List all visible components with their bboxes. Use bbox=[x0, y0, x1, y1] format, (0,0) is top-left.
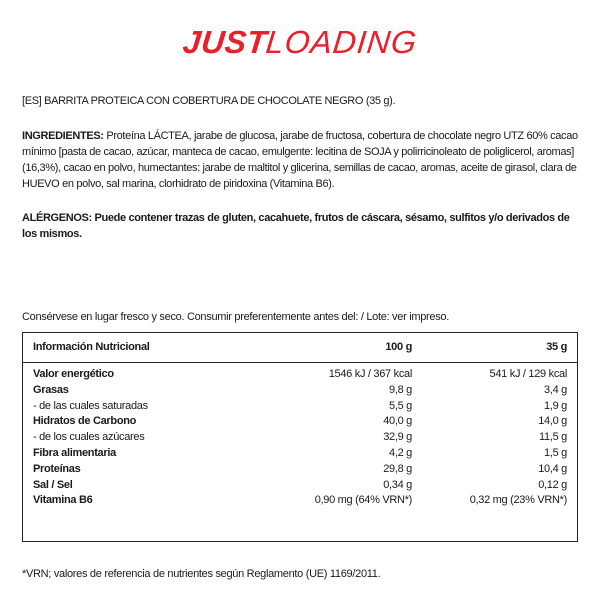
table-row bbox=[23, 494, 577, 510]
ingredients-label: INGREDIENTES: bbox=[22, 130, 104, 142]
ingredients-text-4: en polvo, sal marina, clorhidrato de piridoxina (Vitamina B6). bbox=[59, 178, 335, 190]
brand-logo bbox=[0, 24, 600, 61]
storage-note: Consérvese en lugar fresco y seco. Consumir preferentemente antes del: / Lote: ver impreso. bbox=[22, 311, 449, 323]
product-title-text: [ES] BARRITA PROTEICA CON COBERTURA DE CHOCOLATE NEGRO bbox=[22, 95, 364, 107]
row-value-35g: 0,32 mg (23% VRN*) bbox=[469, 494, 567, 507]
row-value-100g: 9,8 g bbox=[389, 383, 412, 396]
row-value-35g: 1,5 g bbox=[544, 446, 567, 459]
row-label: Hidratos de Carbono bbox=[33, 415, 137, 428]
ingredients-text-3: y polirricinoleato de poliglicerol, aromas] (16,3%), cacao en polvo, humectantes: jarabe de maltitol y glicerina, semillas de cacao, aromas, aceite de girasol, clara de bbox=[22, 146, 577, 174]
row-value-100g: 40,0 g bbox=[383, 415, 412, 428]
nutrition-header-label: Información Nutricional bbox=[33, 341, 150, 353]
row-value-35g: 1,9 g bbox=[544, 399, 567, 412]
vrn-footnote: *VRN; valores de referencia de nutrientes según Reglamento (UE) 1169/2011. bbox=[22, 568, 381, 580]
allergen-huevo: HUEVO bbox=[22, 178, 60, 190]
nutrition-header bbox=[23, 333, 577, 363]
nutrition-header-35g: 35 g bbox=[546, 341, 567, 353]
row-value-100g: 1546 kJ / 367 kcal bbox=[328, 368, 412, 380]
row-label: Grasas bbox=[33, 383, 69, 396]
row-value-35g: 10,4 g bbox=[538, 462, 567, 475]
row-value-100g: 4,2 g bbox=[389, 446, 412, 459]
row-value-35g: 0,12 g bbox=[538, 478, 567, 491]
table-row bbox=[23, 368, 577, 384]
allergen-soja: SOJA bbox=[363, 146, 391, 158]
row-value-35g: 11,5 g bbox=[539, 431, 567, 444]
row-value-35g: 14,0 g bbox=[538, 415, 567, 428]
nutrition-rows bbox=[23, 368, 577, 510]
row-value-35g: 541 kJ / 129 kcal bbox=[489, 368, 567, 380]
row-label: - de los cuales azúcares bbox=[33, 431, 145, 444]
nutrition-table bbox=[22, 332, 578, 542]
table-row bbox=[23, 384, 577, 400]
row-value-35g: 3,4 g bbox=[544, 383, 567, 396]
allergen-lactea: LÁCTEA bbox=[147, 130, 189, 142]
nutrition-header-100g: 100 g bbox=[385, 341, 412, 353]
product-weight: (35 g). bbox=[365, 95, 396, 107]
ingredients-text-1: Proteína bbox=[103, 130, 148, 142]
row-value-100g: 0,90 mg (64% VRN*) bbox=[314, 494, 412, 507]
allergens-label: ALÉRGENOS: bbox=[22, 212, 92, 224]
row-label: Sal / Sel bbox=[33, 478, 73, 491]
table-row bbox=[23, 431, 577, 447]
row-value-100g: 5,5 g bbox=[389, 399, 412, 412]
row-value-100g: 0,34 g bbox=[383, 478, 412, 491]
allergens-paragraph bbox=[22, 210, 578, 242]
row-label: - de las cuales saturadas bbox=[33, 399, 148, 412]
row-value-100g: 29,8 g bbox=[383, 462, 412, 475]
table-row bbox=[23, 400, 577, 416]
row-label: Vitamina B6 bbox=[33, 494, 93, 507]
row-label: Fibra alimentaria bbox=[33, 446, 116, 459]
table-row bbox=[23, 479, 577, 495]
logo-loading: LOADING bbox=[264, 24, 420, 60]
table-row bbox=[23, 447, 577, 463]
allergens-text: Puede contener trazas de gluten, cacahuete, frutos de cáscara, sésamo, sulfitos y/o derivados de los mismos. bbox=[22, 212, 570, 240]
row-label: Proteínas bbox=[33, 462, 81, 475]
table-row bbox=[23, 415, 577, 431]
table-row bbox=[23, 463, 577, 479]
product-title bbox=[22, 93, 578, 109]
logo-just: JUST bbox=[180, 24, 269, 60]
ingredients-text-2: , jarabe de glucosa, jarabe de fructosa, cobertura de chocolate negro UTZ 60% cacao mínimo [pasta de cacao, azúcar, manteca de cacao, emulgente: lecitina de bbox=[22, 130, 578, 158]
row-label: Valor energético bbox=[33, 368, 114, 380]
ingredients-paragraph bbox=[22, 128, 578, 192]
row-value-100g: 32,9 g bbox=[383, 431, 412, 444]
